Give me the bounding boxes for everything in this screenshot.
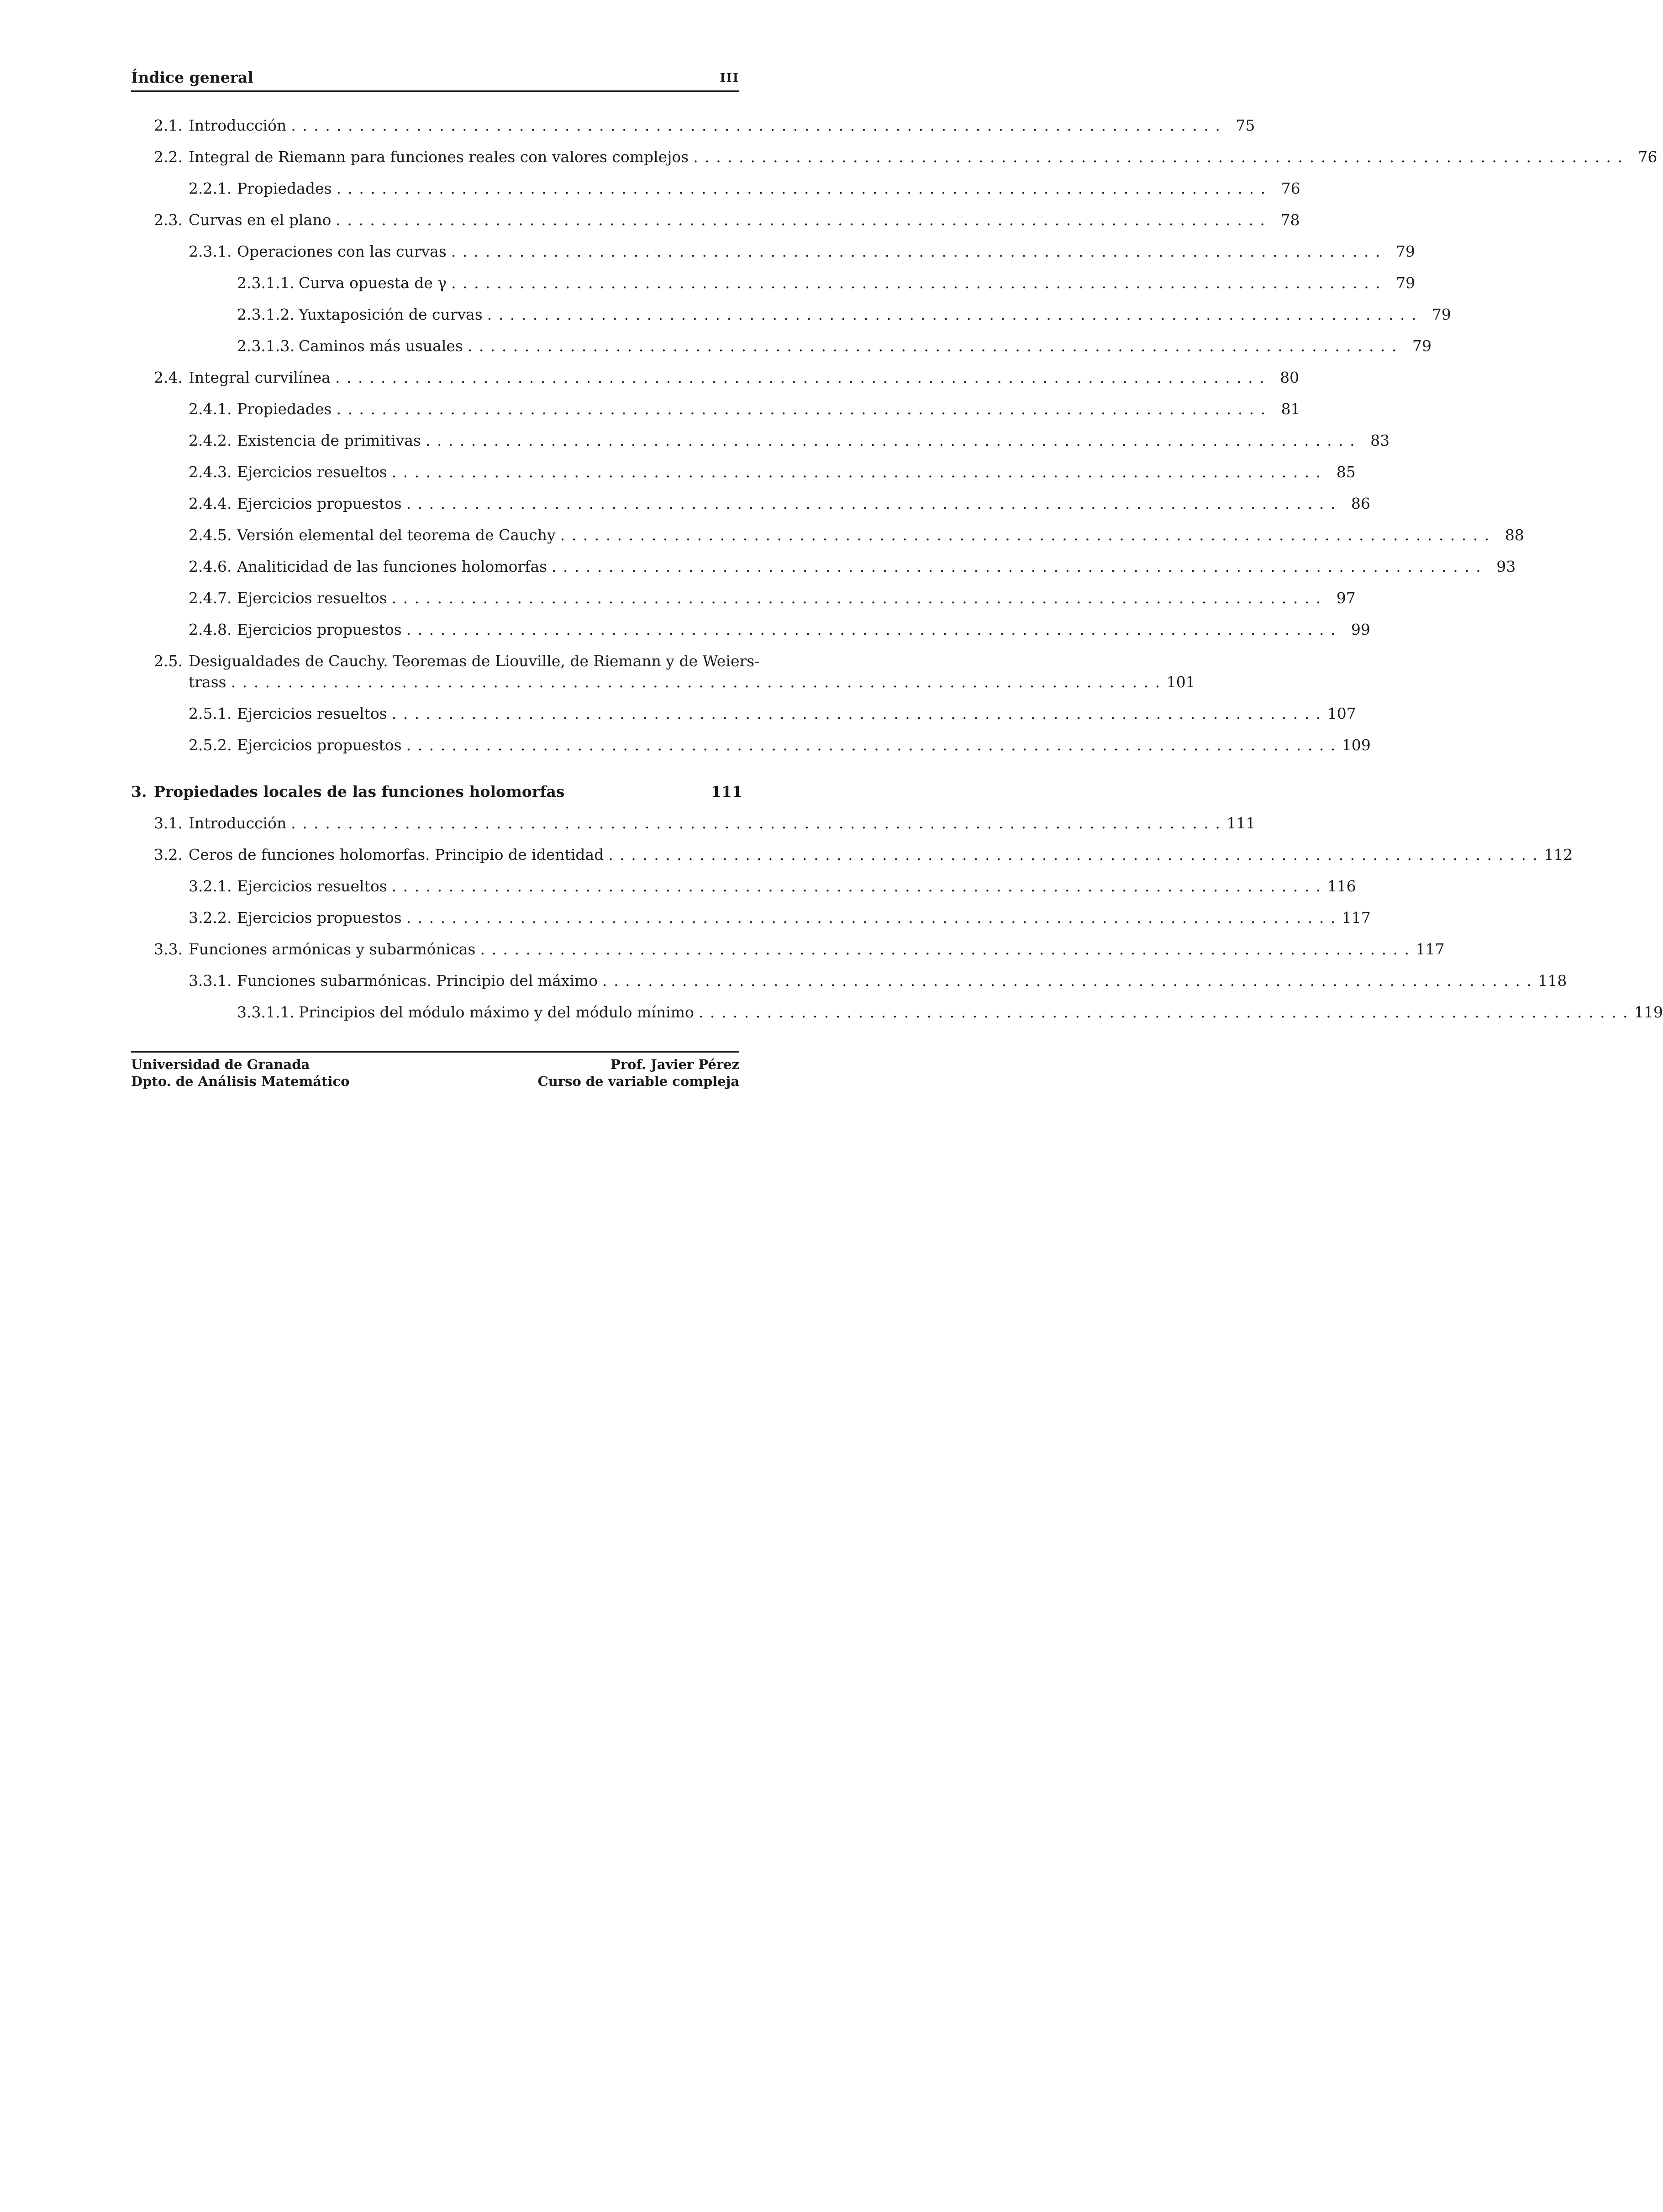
toc-entry-title: Ejercicios resueltos: [237, 705, 387, 722]
toc-entry-number: 2.5.1.: [189, 705, 232, 722]
toc-entry-number: 2.3.1.3.: [237, 337, 295, 355]
toc-entry-title: Ceros de funciones holomorfas. Principio de identidad: [189, 846, 604, 864]
toc-leader-dots: ..................................................................................: [552, 558, 1488, 575]
toc-entry-number: 2.1.: [154, 116, 183, 134]
footer-university: Universidad de Granada: [131, 1057, 310, 1072]
toc-entry-page: 117: [1416, 940, 1445, 958]
toc-leader-dots: ..................................................................................: [335, 369, 1271, 386]
toc-entry-title: Existencia de primitivas: [237, 432, 421, 449]
toc-leader-dots: ..................................................................................: [406, 909, 1342, 927]
toc-leader-dots: ..................................................................................: [391, 877, 1327, 895]
footer-author: Prof. Javier Pérez: [610, 1057, 739, 1072]
toc-entry-page: 101: [1166, 673, 1195, 691]
page-footer: [131, 1051, 739, 1089]
toc-entry-page: 88: [1505, 526, 1524, 544]
toc-leader-dots: ..................................................................................: [231, 673, 1167, 691]
toc-leader-dots: ..................................................................................: [480, 940, 1416, 958]
toc-entry-number: 2.4.: [154, 369, 183, 386]
toc-entry-page: 80: [1280, 369, 1300, 386]
toc-entry-page: 109: [1342, 736, 1371, 754]
toc-entry-number: 2.4.5.: [189, 526, 232, 544]
toc-leader-dots: ..................................................................................: [693, 148, 1629, 166]
toc-entry-title: Ejercicios resueltos: [237, 877, 387, 895]
toc-entry-page: 78: [1280, 211, 1300, 229]
toc-entry-number: 2.2.1.: [189, 179, 232, 197]
toc-entry-title: Ejercicios propuestos: [237, 495, 402, 512]
toc-entry-number: 2.3.: [154, 211, 183, 229]
toc-entry-number: 3.3.: [154, 940, 183, 958]
toc-entry-title: Integral de Riemann para funciones reales con valores complejos: [189, 148, 689, 166]
toc-entry-number: 3.3.1.1.: [237, 1003, 295, 1021]
toc-entry-number: 2.3.1.2.: [237, 305, 295, 323]
toc-leader-dots: ..................................................................................: [467, 337, 1404, 355]
toc-entry-title: Versión elemental del teorema de Cauchy: [237, 526, 556, 544]
toc-entry-page: 83: [1370, 432, 1390, 449]
toc-entry-title: Ejercicios resueltos: [237, 463, 387, 481]
toc-leader-dots: ..................................................................................: [406, 621, 1342, 638]
footer-department: Dpto. de Análisis Matemático: [131, 1074, 350, 1089]
toc-entry-title: Introducción: [189, 814, 287, 832]
toc-entry-title: Yuxtaposición de curvas: [299, 305, 483, 323]
toc-leader-dots: ..................................................................................: [560, 526, 1496, 544]
toc-entry-title: Curvas en el plano: [189, 211, 332, 229]
toc-entry-number: 3.2.: [154, 846, 183, 864]
toc-entry-title: Propiedades: [237, 179, 332, 197]
toc-entry-title: Funciones subarmónicas. Principio del máximo: [237, 972, 598, 990]
toc-entry-number: 3.1.: [154, 814, 183, 832]
toc-entry-number: 2.4.6.: [189, 558, 232, 575]
toc-leader-dots: ..................................................................................: [391, 705, 1327, 722]
toc-entry-number: 2.3.1.1.: [237, 274, 295, 292]
toc-leader-dots: ..................................................................................: [406, 495, 1342, 512]
toc-entry-title: Ejercicios propuestos: [237, 736, 402, 754]
toc-entry-number: 2.5.: [154, 652, 183, 670]
toc-leader-dots: ..................................................................................: [487, 305, 1423, 323]
toc-entry-page: 79: [1431, 305, 1451, 323]
toc-entry-title: Principios del módulo máximo y del módulo mínimo: [299, 1003, 694, 1021]
header-title: Índice general: [131, 68, 253, 86]
toc-entry-page: 81: [1281, 400, 1300, 418]
toc-entry-page: 107: [1327, 705, 1356, 722]
toc-leader-dots: ..................................................................................: [391, 463, 1327, 481]
toc-leader-dots: ..................................................................................: [291, 814, 1227, 832]
toc-entry-title: Operaciones con las curvas: [237, 242, 447, 260]
toc-entry-page: 117: [1342, 909, 1371, 927]
toc-entry-page: 79: [1396, 274, 1416, 292]
toc-leader-dots: ..................................................................................: [291, 116, 1227, 134]
toc-entry-page: 76: [1281, 179, 1300, 197]
toc-chapter-page: 111: [711, 783, 742, 801]
toc-entry-number: 2.3.1.: [189, 242, 232, 260]
toc-leader-dots: ..................................................................................: [391, 589, 1327, 607]
toc-leader-dots: ..................................................................................: [608, 846, 1544, 864]
running-header: [131, 68, 739, 92]
toc-entry-title: Funciones armónicas y subarmónicas: [189, 940, 476, 958]
toc-entry-title: Ejercicios propuestos: [237, 621, 402, 638]
toc-entry-title: Analiticidad de las funciones holomorfas: [237, 558, 547, 575]
toc-leader-dots: ..................................................................................: [336, 400, 1272, 418]
toc-entry-page: 118: [1538, 972, 1567, 990]
toc-entry-number: 2.5.2.: [189, 736, 232, 754]
toc-leader-dots: ..................................................................................: [425, 432, 1362, 449]
toc-entry-page: 93: [1496, 558, 1516, 575]
toc-entry-page: 79: [1395, 242, 1415, 260]
toc-leader-dots: ..................................................................................: [451, 274, 1387, 292]
toc-entry-title: Propiedades: [237, 400, 332, 418]
toc-entry-title: Integral curvilínea: [189, 369, 331, 386]
toc-leader-dots: ..................................................................................: [451, 242, 1387, 260]
toc-entry-number: 2.4.7.: [189, 589, 232, 607]
toc-entry-title: Introducción: [189, 116, 287, 134]
toc-entry-number: 2.4.2.: [189, 432, 232, 449]
toc-leader-dots: ..................................................................................: [336, 179, 1272, 197]
toc-leader-dots: ..................................................................................: [698, 1003, 1634, 1021]
toc-entry-number: 3.2.1.: [189, 877, 232, 895]
toc-entry-page: 85: [1336, 463, 1356, 481]
footer-right: [538, 1056, 739, 1090]
footer-course: Curso de variable compleja: [537, 1074, 739, 1089]
toc-entry-title: trass: [189, 673, 226, 691]
toc-entry-title: Ejercicios propuestos: [237, 909, 402, 927]
toc-entry-title: Ejercicios resueltos: [237, 589, 387, 607]
toc-entry-page: 116: [1327, 877, 1356, 895]
toc-entry-page: 86: [1351, 495, 1370, 512]
toc-entry-page: 111: [1226, 814, 1256, 832]
toc-chapter-title: Propiedades locales de las funciones holomorfas: [154, 783, 565, 801]
toc-entry-page: 97: [1336, 589, 1356, 607]
toc-entry-title: Caminos más usuales: [299, 337, 463, 355]
toc-entry-number: 3.2.2.: [189, 909, 232, 927]
toc-entry-number: 2.2.: [154, 148, 183, 166]
toc-entry-page: 99: [1351, 621, 1370, 638]
toc-leader-dots: ..................................................................................: [336, 211, 1272, 229]
toc-leader-dots: ..................................................................................: [406, 736, 1342, 754]
toc-entry-number: 2.4.3.: [189, 463, 232, 481]
toc-chapter-number: 3.: [131, 783, 147, 801]
toc-leader-dots: ..................................................................................: [602, 972, 1538, 990]
toc-entry-number: 2.4.4.: [189, 495, 232, 512]
footer-left: [131, 1056, 349, 1090]
toc-entry-page: 119: [1634, 1003, 1663, 1021]
toc-entry-number: 2.4.1.: [189, 400, 232, 418]
toc-entry-page: 79: [1412, 337, 1432, 355]
toc-entry-page: 76: [1638, 148, 1658, 166]
toc-entry-number: 3.3.1.: [189, 972, 232, 990]
toc-entry-page: 75: [1236, 116, 1255, 134]
toc-entry-title-line1: Desigualdades de Cauchy. Teoremas de Liouville, de Riemann y de Weiers-: [189, 652, 760, 670]
toc-entry-number: 2.4.8.: [189, 621, 232, 638]
toc-entry-page: 112: [1544, 846, 1573, 864]
header-page-number: III: [720, 71, 739, 85]
toc-entry-title: Curva opuesta de γ: [299, 274, 447, 292]
